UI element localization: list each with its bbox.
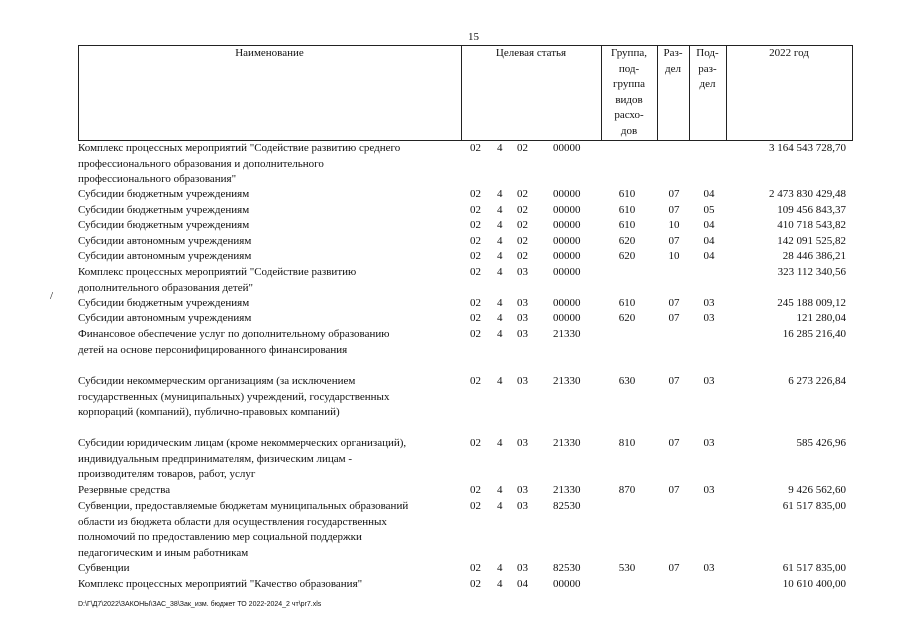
table-header <box>78 45 853 141</box>
code-direction: 03 <box>517 484 528 496</box>
row-name-line: Субсидии бюджетным учреждениям <box>78 204 250 216</box>
code-direction: 03 <box>517 375 528 387</box>
podrazdel: 03 <box>703 562 715 574</box>
expense-group: 620 <box>618 235 636 247</box>
expense-group: 870 <box>618 484 636 496</box>
header-group <box>601 46 657 139</box>
code-expense: 21330 <box>553 328 581 340</box>
row-name <box>78 234 460 250</box>
row-name-line: Субсидии бюджетным учреждениям <box>78 219 250 231</box>
amount-2022: 2 473 830 429,48 <box>769 188 846 200</box>
code-subprogram: 4 <box>497 297 503 309</box>
podrazdel: 03 <box>703 312 715 324</box>
razdel: 07 <box>668 375 680 387</box>
code-program: 02 <box>470 562 481 574</box>
razdel: 10 <box>668 250 680 262</box>
code-program: 02 <box>470 188 481 200</box>
razdel: 07 <box>668 235 680 247</box>
header-group-line: видов <box>615 93 643 106</box>
expense-group: 620 <box>618 250 636 262</box>
header-group-line: группа <box>612 78 646 90</box>
row-name <box>78 218 460 234</box>
row-name-line: Финансовое обеспечение услуг по дополнительному образованию <box>78 328 390 340</box>
amount-2022: 109 456 843,37 <box>777 204 846 216</box>
expense-group: 610 <box>618 297 636 309</box>
row-name-line: детей на основе персонифицированного финансирования <box>78 343 348 356</box>
header-group-line: Группа, <box>611 47 647 59</box>
row-name-line: производителям товаров, работ, услуг <box>78 468 256 480</box>
code-expense: 82530 <box>553 500 581 512</box>
amount-2022: 3 164 543 728,70 <box>769 142 846 154</box>
code-subprogram: 4 <box>497 204 503 216</box>
header-divider <box>852 45 853 141</box>
code-expense: 00000 <box>553 578 581 590</box>
row-name-line: индивидуальным предпринимателям, физическим лицам - <box>78 452 352 465</box>
code-program: 02 <box>470 328 481 340</box>
podrazdel: 04 <box>703 235 715 247</box>
code-program: 02 <box>470 266 481 278</box>
row-name <box>78 311 460 327</box>
code-subprogram: 4 <box>497 375 503 387</box>
row-name-line: Субсидии некоммерческим организациям (за исключением <box>78 375 356 387</box>
row-name-line: Субсидии юридическим лицам (кроме некоммерческих организаций), <box>78 437 407 449</box>
expense-group: 630 <box>618 375 636 387</box>
code-direction: 03 <box>517 562 528 574</box>
code-expense: 21330 <box>553 375 581 387</box>
razdel: 07 <box>668 312 680 324</box>
code-program: 02 <box>470 142 481 154</box>
expense-group: 610 <box>618 219 636 231</box>
podrazdel: 03 <box>703 437 715 449</box>
row-name-line: профессионального образования и дополнительного <box>78 157 324 170</box>
code-expense: 21330 <box>553 437 581 449</box>
code-direction: 03 <box>517 500 528 512</box>
razdel: 10 <box>668 219 680 231</box>
header-razdel <box>657 46 689 77</box>
podrazdel: 03 <box>703 484 715 496</box>
amount-2022: 10 610 400,00 <box>782 578 846 590</box>
header-group-line: под- <box>618 62 640 75</box>
podrazdel: 03 <box>703 375 715 387</box>
code-expense: 00000 <box>553 250 581 262</box>
header-group-line: дов <box>620 124 638 137</box>
code-direction: 03 <box>517 266 528 278</box>
code-direction: 02 <box>517 219 528 231</box>
amount-2022: 28 446 386,21 <box>782 250 846 262</box>
header-podrazdel <box>689 46 726 93</box>
podrazdel: 03 <box>703 297 715 309</box>
razdel: 07 <box>668 437 680 449</box>
code-subprogram: 4 <box>497 484 503 496</box>
header-podrazdel-line: раз- <box>698 62 717 75</box>
code-expense: 00000 <box>553 219 581 231</box>
header-year: 2022 год <box>769 47 809 59</box>
amount-2022: 6 273 226,84 <box>788 375 846 387</box>
header-podrazdel-line: Под- <box>696 47 719 59</box>
amount-2022: 16 285 216,40 <box>782 328 846 340</box>
row-name <box>78 203 460 219</box>
row-name <box>78 577 460 593</box>
amount-2022: 585 426,96 <box>796 437 846 449</box>
row-name <box>78 249 460 265</box>
podrazdel: 04 <box>703 250 715 262</box>
file-path-footer: D:\Г\Д7\2022\ЗАКОНЫ\ЗАС_38\Зак_изм. бюджет ТО 2022-2024_2 чт\pr7.xls <box>78 601 322 608</box>
code-program: 02 <box>470 484 481 496</box>
code-program: 02 <box>470 297 481 309</box>
code-subprogram: 4 <box>497 188 503 200</box>
row-name <box>78 296 460 312</box>
row-name-line: Субсидии бюджетным учреждениям <box>78 188 250 200</box>
code-direction: 02 <box>517 142 528 154</box>
code-expense: 00000 <box>553 235 581 247</box>
row-name-line: полномочий по предоставлению мер социальной поддержки <box>78 531 362 543</box>
row-name-line: Субсидии автономным учреждениям <box>78 250 252 262</box>
amount-2022: 245 188 009,12 <box>777 297 846 309</box>
row-name <box>78 327 460 358</box>
code-subprogram: 4 <box>497 142 503 154</box>
code-direction: 03 <box>517 437 528 449</box>
amount-2022: 61 517 835,00 <box>782 500 846 512</box>
razdel: 07 <box>668 297 680 309</box>
code-subprogram: 4 <box>497 219 503 231</box>
expense-group: 610 <box>618 188 636 200</box>
code-subprogram: 4 <box>497 578 503 590</box>
row-name-line: государственных (муниципальных) учреждений, государственных <box>78 390 390 403</box>
podrazdel: 04 <box>703 219 715 231</box>
code-direction: 03 <box>517 297 528 309</box>
row-name-line: Комплекс процессных мероприятий "Качество образования" <box>78 578 363 590</box>
row-name-line: Резервные средства <box>78 484 171 496</box>
code-program: 02 <box>470 500 481 512</box>
razdel: 07 <box>668 204 680 216</box>
code-subprogram: 4 <box>497 266 503 278</box>
code-program: 02 <box>470 375 481 387</box>
margin-mark: / <box>50 290 54 302</box>
razdel: 07 <box>668 484 680 496</box>
amount-2022: 142 091 525,82 <box>777 235 846 247</box>
code-program: 02 <box>470 250 481 262</box>
row-name-line: профессионального образования" <box>78 173 237 185</box>
expense-group: 810 <box>618 437 636 449</box>
expense-group: 610 <box>618 204 636 216</box>
razdel: 07 <box>668 188 680 200</box>
code-program: 02 <box>470 219 481 231</box>
code-subprogram: 4 <box>497 312 503 324</box>
code-expense: 00000 <box>553 297 581 309</box>
code-direction: 04 <box>517 578 528 590</box>
razdel: 07 <box>668 562 680 574</box>
code-direction: 03 <box>517 312 528 324</box>
code-program: 02 <box>470 235 481 247</box>
expense-group: 620 <box>618 312 636 324</box>
row-name-line: корпораций (компаний), публично-правовых компаний) <box>78 406 340 418</box>
code-subprogram: 4 <box>497 500 503 512</box>
row-name-line: Комплекс процессных мероприятий "Содействие развитию <box>78 266 357 278</box>
row-name-line: Субсидии автономным учреждениям <box>78 312 252 324</box>
header-razdel-line: дел <box>665 62 681 75</box>
code-subprogram: 4 <box>497 328 503 340</box>
amount-2022: 9 426 562,60 <box>788 484 846 496</box>
code-expense: 21330 <box>553 484 581 496</box>
row-name <box>78 141 460 188</box>
code-subprogram: 4 <box>497 562 503 574</box>
row-name <box>78 483 460 499</box>
code-expense: 00000 <box>553 188 581 200</box>
row-name <box>78 265 460 296</box>
code-direction: 03 <box>517 328 528 340</box>
row-name-line: области из бюджета области для осуществления государственных <box>78 515 387 528</box>
amount-2022: 410 718 543,82 <box>777 219 846 231</box>
row-name <box>78 187 460 203</box>
code-expense: 00000 <box>553 312 581 324</box>
code-direction: 02 <box>517 235 528 247</box>
header-razdel-line: Раз- <box>663 47 683 59</box>
amount-2022: 323 112 340,56 <box>777 266 846 278</box>
code-program: 02 <box>470 437 481 449</box>
code-subprogram: 4 <box>497 235 503 247</box>
code-program: 02 <box>470 312 481 324</box>
podrazdel: 04 <box>703 188 715 200</box>
row-name <box>78 436 460 483</box>
row-name-line: дополнительного образования детей" <box>78 281 253 294</box>
row-name-line: педагогическим и иным работникам <box>78 546 249 559</box>
row-name-line: Субсидии бюджетным учреждениям <box>78 297 250 309</box>
amount-2022: 121 280,04 <box>796 312 846 324</box>
code-program: 02 <box>470 204 481 216</box>
code-direction: 02 <box>517 188 528 200</box>
row-name-line: Комплекс процессных мероприятий "Содействие развитию среднего <box>78 142 401 154</box>
header-target: Целевая статья <box>495 47 567 59</box>
header-group-line: расхо- <box>614 109 644 121</box>
code-expense: 00000 <box>553 142 581 154</box>
header-name: Наименование <box>235 47 304 59</box>
header-podrazdel-line: дел <box>699 78 716 90</box>
expense-group: 530 <box>618 562 636 574</box>
page-number: 15 <box>468 31 479 43</box>
row-name <box>78 561 460 577</box>
row-name-line: Субвенции <box>78 562 130 574</box>
code-program: 02 <box>470 578 481 590</box>
row-name-line: Субвенции, предоставляемые бюджетам муниципальных образований <box>78 500 409 512</box>
code-expense: 00000 <box>553 204 581 216</box>
code-expense: 00000 <box>553 266 581 278</box>
row-name-line: Субсидии автономным учреждениям <box>78 235 252 247</box>
amount-2022: 61 517 835,00 <box>782 562 846 574</box>
code-direction: 02 <box>517 250 528 262</box>
code-subprogram: 4 <box>497 437 503 449</box>
row-name <box>78 499 460 561</box>
row-name <box>78 374 460 421</box>
code-subprogram: 4 <box>497 250 503 262</box>
code-expense: 82530 <box>553 562 581 574</box>
podrazdel: 05 <box>703 204 715 216</box>
code-direction: 02 <box>517 204 528 216</box>
